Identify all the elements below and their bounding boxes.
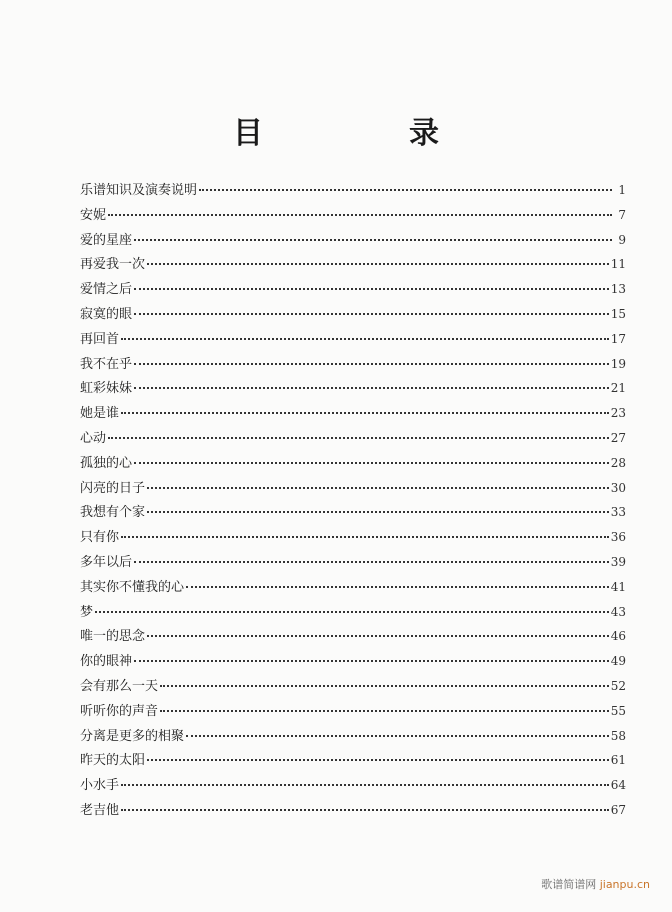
toc-entry [80, 700, 626, 725]
leader-dots [134, 288, 609, 290]
toc-entry [80, 204, 626, 229]
watermark [541, 876, 650, 892]
toc-entry-title: 昨天的太阳 [80, 753, 146, 769]
toc-entry-page: 52 [610, 678, 626, 693]
toc-entry [80, 501, 626, 526]
leader-dots [134, 561, 609, 563]
toc-entry-page: 39 [610, 554, 626, 569]
toc-entry [80, 551, 626, 576]
toc-entry-title: 安妮 [80, 207, 107, 223]
leader-dots [134, 239, 612, 241]
leader-dots [121, 412, 609, 414]
toc-entry [80, 576, 626, 601]
toc-entry-page: 33 [610, 505, 626, 520]
toc-entry [80, 328, 626, 353]
watermark-url: jianpu.cn [599, 878, 650, 891]
toc-entry [80, 625, 626, 650]
leader-dots [108, 214, 612, 216]
toc-entry-page: 30 [610, 480, 626, 495]
toc-entry [80, 402, 626, 427]
toc-entry-page: 58 [610, 728, 626, 743]
toc-entry-title: 再回首 [80, 331, 120, 347]
toc-entry-title: 乐谱知识及演奏说明 [80, 183, 198, 198]
leader-dots [147, 759, 609, 761]
toc-entry [80, 725, 626, 750]
leader-dots [186, 586, 609, 588]
toc-entry-title: 老吉他 [80, 802, 120, 818]
toc-entry [80, 229, 626, 254]
toc-entry-title: 爱的星座 [80, 232, 133, 248]
toc-entry-title: 寂寞的眼 [80, 306, 133, 322]
leader-dots [121, 784, 609, 786]
toc-entry-page: 46 [610, 629, 626, 644]
toc-entry-page: 7 [618, 207, 626, 222]
toc-entry [80, 601, 626, 626]
toc-entry [80, 799, 626, 824]
page-title: 目 录 [233, 116, 497, 151]
toc-entry-page: 1 [618, 183, 626, 197]
toc-entry-page: 19 [610, 356, 626, 371]
toc-entry-title: 闪亮的日子 [80, 480, 146, 496]
toc-entry-title: 多年以后 [80, 554, 133, 570]
leader-dots [199, 189, 612, 191]
leader-dots [134, 313, 609, 315]
toc-entry [80, 452, 626, 477]
toc-entry [80, 650, 626, 675]
toc-entry-title: 再爱我一次 [80, 257, 146, 273]
toc-entry [80, 427, 626, 452]
toc-entry-title: 分离是更多的相聚 [80, 728, 185, 744]
toc-entry-title: 孤独的心 [80, 455, 133, 471]
toc-entry-page: 27 [610, 430, 626, 445]
toc-entry-page: 61 [610, 753, 626, 768]
toc-entry-title: 虹彩妹妹 [80, 381, 133, 397]
toc-entry-page: 28 [610, 455, 626, 470]
toc-entry-page: 21 [610, 381, 626, 396]
table-of-contents [80, 179, 626, 824]
leader-dots [160, 710, 609, 712]
toc-entry-title: 她是谁 [80, 406, 120, 422]
toc-entry-title: 会有那么一天 [80, 678, 159, 694]
watermark-text: 歌谱简谱网 [541, 878, 597, 891]
leader-dots [147, 635, 609, 637]
toc-entry-page: 36 [610, 530, 626, 545]
toc-entry-title: 梦 [80, 604, 94, 620]
toc-entry-title: 我不在乎 [80, 356, 133, 372]
toc-entry-page: 43 [610, 604, 626, 619]
toc-entry [80, 526, 626, 551]
leader-dots [108, 437, 609, 439]
toc-entry [80, 749, 626, 774]
toc-entry-title: 其实你不懂我的心 [80, 579, 185, 595]
leader-dots [95, 611, 609, 613]
toc-entry [80, 253, 626, 278]
toc-entry [80, 303, 626, 328]
leader-dots [160, 685, 609, 687]
toc-entry-page: 11 [610, 257, 626, 272]
toc-entry-page: 23 [610, 406, 626, 421]
leader-dots [134, 363, 609, 365]
toc-entry-title: 心动 [80, 430, 107, 446]
toc-entry-page: 9 [618, 232, 626, 247]
leader-dots [147, 511, 609, 513]
toc-entry-title: 小水手 [80, 778, 120, 794]
toc-entry-page: 49 [610, 654, 626, 669]
leader-dots [147, 263, 609, 265]
leader-dots [134, 660, 609, 662]
toc-entry [80, 377, 626, 402]
toc-entry-page: 41 [610, 579, 626, 594]
toc-entry-page: 17 [610, 331, 626, 346]
toc-entry [80, 179, 626, 204]
leader-dots [121, 536, 609, 538]
leader-dots [121, 338, 609, 340]
leader-dots [147, 487, 609, 489]
toc-entry [80, 278, 626, 303]
toc-entry-page: 64 [610, 778, 626, 793]
toc-entry [80, 675, 626, 700]
toc-entry-title: 唯一的思念 [80, 629, 146, 645]
toc-entry [80, 353, 626, 378]
toc-entry-title: 我想有个家 [80, 505, 146, 521]
toc-entry-title: 爱情之后 [80, 282, 133, 298]
toc-entry-title: 听听你的声音 [80, 703, 159, 719]
toc-entry-title: 你的眼神 [80, 654, 133, 670]
leader-dots [186, 735, 609, 737]
toc-entry [80, 774, 626, 799]
toc-entry-page: 55 [610, 703, 626, 718]
toc-entry-page: 67 [610, 802, 626, 817]
toc-entry [80, 477, 626, 502]
leader-dots [121, 809, 609, 811]
toc-entry-page: 15 [610, 306, 626, 321]
toc-entry-page: 13 [610, 282, 626, 297]
leader-dots [134, 462, 609, 464]
toc-entry-title: 只有你 [80, 530, 120, 546]
leader-dots [134, 387, 609, 389]
